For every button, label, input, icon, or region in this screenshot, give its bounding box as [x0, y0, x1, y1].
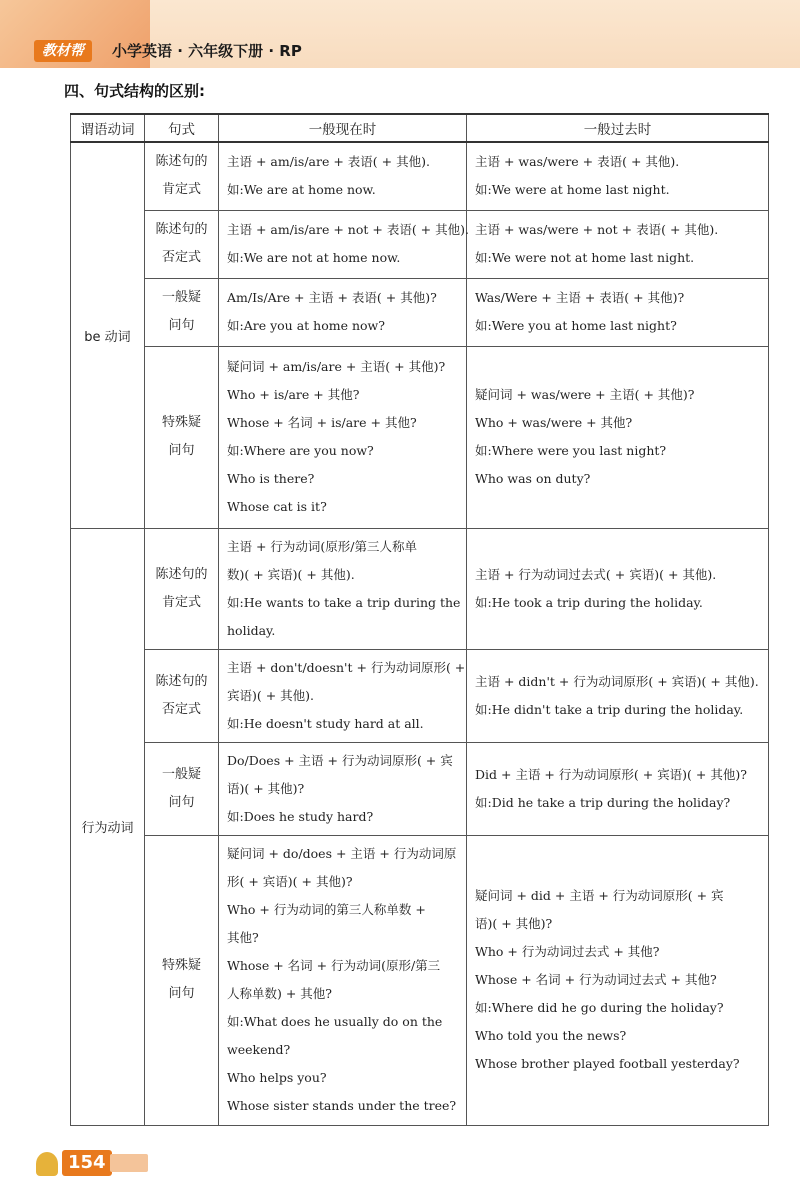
present-line: Who helps you? [227, 1070, 327, 1085]
present-line: Who is there? [227, 471, 315, 486]
past-line: 主语 + was/were + 表语( + 其他). [475, 154, 680, 170]
table-header-row [71, 114, 769, 142]
present-line: Whose sister stands under the tree? [227, 1098, 457, 1113]
past-simple-cell [467, 528, 769, 649]
section-title: 四、句式结构的区别: [64, 82, 205, 100]
past-simple-cell [467, 346, 769, 528]
past-line: 如:Did he take a trip during the holiday? [475, 794, 731, 810]
past-line: 主语 + 行为动词过去式( + 宾语)( + 其他). [475, 566, 717, 582]
present-line: 宾语)( + 其他). [227, 687, 315, 703]
past-line: 语)( + 其他)? [475, 916, 553, 931]
past-line: Who told you the news? [475, 1028, 627, 1043]
present-line: weekend? [227, 1042, 291, 1057]
sentence-type-line: 一般疑 [161, 290, 201, 305]
present-line: 主语 + am/is/are + 表语( + 其他). [227, 154, 430, 170]
present-line: 形( + 宾语)( + 其他)? [227, 874, 353, 889]
present-line: 如:He doesn't study hard at all. [227, 715, 424, 731]
past-line: 如:We were at home last night. [475, 182, 670, 198]
sentence-type-line: 肯定式 [161, 594, 201, 610]
past-simple-cell [467, 742, 769, 835]
past-line: Whose + 名词 + 行为动词过去式 + 其他? [475, 972, 717, 987]
header-present-simple: 一般现在时 [219, 114, 467, 142]
sentence-type-line: 问句 [168, 443, 195, 458]
present-simple-cell [219, 742, 467, 835]
header-verb-type: 谓语动词 [71, 114, 145, 142]
present-line: Whose + 名词 + 行为动词(原形/第三 [227, 958, 441, 973]
past-line: 如:He didn't take a trip during the holiday. [475, 701, 744, 717]
table-body [71, 142, 769, 1125]
verb-category: be 动词 [71, 142, 145, 528]
present-line: Am/Is/Are + 主语 + 表语( + 其他)? [227, 290, 437, 305]
present-line: Whose cat is it? [227, 499, 327, 514]
present-line: 如:We are at home now. [227, 182, 376, 198]
table-row [71, 742, 769, 835]
sentence-type-line: 特殊疑 [161, 415, 201, 430]
sentence-type-line: 一般疑 [161, 766, 201, 782]
present-line: Do/Does + 主语 + 行为动词原形( + 宾 [227, 752, 453, 768]
present-simple-cell [219, 835, 467, 1125]
footer-logo [110, 1154, 148, 1172]
past-line: Who + 行为动词过去式 + 其他? [475, 944, 660, 959]
past-line: Did + 主语 + 行为动词原形( + 宾语)( + 其他)? [475, 766, 747, 782]
table-row [71, 278, 769, 346]
past-line: 主语 + didn't + 行为动词原形( + 宾语)( + 其他). [475, 673, 759, 689]
sentence-type-line: 问句 [168, 986, 195, 1001]
past-simple-cell [467, 835, 769, 1125]
present-line: 如:Where are you now? [227, 443, 374, 458]
present-line: Who + 行为动词的第三人称单数 + [227, 902, 426, 917]
present-simple-cell [219, 649, 467, 742]
present-line: 疑问词 + am/is/are + 主语( + 其他)? [227, 359, 446, 374]
sentence-type-line: 否定式 [161, 701, 201, 717]
present-line: Whose + 名词 + is/are + 其他? [227, 415, 417, 430]
table-row [71, 835, 769, 1125]
sentence-type-line: 陈述句的 [155, 566, 208, 582]
past-line: 主语 + was/were + not + 表语( + 其他). [475, 222, 719, 237]
present-line: 疑问词 + do/does + 主语 + 行为动词原 [227, 846, 457, 861]
past-line: Who + was/were + 其他? [475, 415, 633, 430]
mascot-icon [36, 1152, 58, 1176]
present-line: 主语 + 行为动词(原形/第三人称单 [227, 538, 418, 554]
past-simple-cell [467, 649, 769, 742]
present-line: 其他? [227, 930, 259, 945]
present-simple-cell [219, 346, 467, 528]
sentence-type-line: 特殊疑 [161, 958, 201, 973]
sentence-type-line: 陈述句的 [155, 154, 208, 170]
present-line: 如:He wants to take a trip during the [227, 594, 461, 610]
sentence-type [145, 528, 219, 649]
present-line: holiday. [227, 622, 276, 638]
present-simple-cell [219, 142, 467, 210]
present-line: 如:Does he study hard? [227, 808, 374, 824]
past-simple-cell [467, 210, 769, 278]
verb-category: 行为动词 [71, 528, 145, 1125]
sentence-type [145, 835, 219, 1125]
page-number-badge [36, 1150, 146, 1176]
sentence-type-line: 问句 [168, 318, 195, 333]
sentence-type-line: 问句 [168, 794, 195, 810]
table-row [71, 528, 769, 649]
past-line: Whose brother played football yesterday? [475, 1056, 740, 1071]
sentence-type-line: 陈述句的 [155, 673, 208, 689]
present-line: 数)( + 宾语)( + 其他). [227, 566, 355, 582]
sentence-type [145, 346, 219, 528]
present-simple-cell [219, 210, 467, 278]
header-sentence-type: 句式 [145, 114, 219, 142]
grammar-table [70, 113, 769, 1126]
present-line: 如:Are you at home now? [227, 318, 385, 333]
header-past-simple: 一般过去时 [467, 114, 769, 142]
table-row [71, 649, 769, 742]
past-line: 疑问词 + was/were + 主语( + 其他)? [475, 387, 695, 402]
past-simple-cell [467, 142, 769, 210]
past-line: 如:We were not at home last night. [475, 250, 695, 265]
sentence-type-line: 肯定式 [161, 182, 201, 198]
present-line: 人称单数) + 其他? [227, 986, 332, 1001]
sentence-type [145, 649, 219, 742]
past-simple-cell [467, 278, 769, 346]
brand-label: 教材帮 [34, 40, 92, 62]
book-title: 小学英语 · 六年级下册 · RP [112, 42, 302, 60]
present-line: 语)( + 其他)? [227, 780, 305, 796]
past-line: 疑问词 + did + 主语 + 行为动词原形( + 宾 [475, 888, 724, 903]
past-line: Who was on duty? [475, 471, 591, 486]
table-row [71, 346, 769, 528]
present-line: Who + is/are + 其他? [227, 387, 360, 402]
sentence-type [145, 142, 219, 210]
past-line: 如:Where did he go during the holiday? [475, 1000, 724, 1015]
present-line: 如:What does he usually do on the [227, 1014, 443, 1029]
present-simple-cell [219, 528, 467, 649]
page-number: 154 [62, 1150, 112, 1176]
present-simple-cell [219, 278, 467, 346]
present-line: 如:We are not at home now. [227, 250, 401, 265]
present-line: 主语 + don't/doesn't + 行为动词原形( + [227, 659, 466, 675]
table-row [71, 142, 769, 210]
past-line: Was/Were + 主语 + 表语( + 其他)? [475, 290, 685, 305]
sentence-type [145, 278, 219, 346]
past-line: 如:He took a trip during the holiday. [475, 594, 703, 610]
past-line: 如:Where were you last night? [475, 443, 667, 458]
sentence-type-line: 陈述句的 [155, 222, 208, 237]
sentence-type [145, 742, 219, 835]
sentence-type-line: 否定式 [161, 250, 201, 265]
present-line: 主语 + am/is/are + not + 表语( + 其他). [227, 222, 469, 237]
past-line: 如:Were you at home last night? [475, 318, 677, 333]
table-row [71, 210, 769, 278]
sentence-type [145, 210, 219, 278]
